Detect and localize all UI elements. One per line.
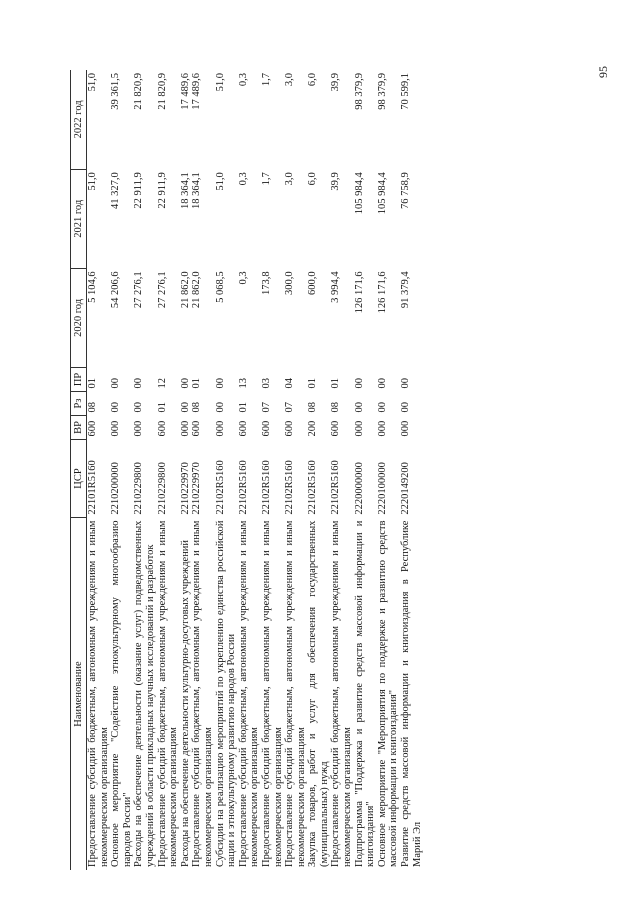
row-csr: 2220100000 xyxy=(376,462,388,515)
row-name: Предоставление субсидий бюджетным, автономным учреждениям и иным некоммерческим организациям xyxy=(237,520,261,867)
row-value-2021: 105 984,4 xyxy=(376,172,388,215)
row-vr: 600 xyxy=(260,420,272,437)
row-name: Субсидии на реализацию мероприятий по укреплению единства российской нации и этнокультурному развитию народов России xyxy=(214,520,238,867)
row-value-2020: 173,8 xyxy=(260,271,272,295)
row-rz: 00 xyxy=(214,401,226,413)
row-value-2021: 41 327,0 xyxy=(110,172,122,209)
header-2020: 2020 год xyxy=(71,268,87,367)
table-row xyxy=(238,70,261,870)
row-pr: 13 xyxy=(237,377,249,389)
row-value-2020: 54 206,6 xyxy=(110,271,122,309)
row-pr: 00 xyxy=(179,377,191,389)
table-row xyxy=(110,70,133,870)
row-value-2022: 70 599,1 xyxy=(400,73,412,110)
table-row xyxy=(215,70,238,870)
row-value-2020: 0,3 xyxy=(237,271,249,285)
row-value-2021: 105 984,4 xyxy=(353,172,365,215)
row-csr: 2220000000 xyxy=(353,462,365,515)
table-row xyxy=(330,70,353,870)
row-value-2022: 39,9 xyxy=(330,73,342,92)
row-csr: 2210229970 xyxy=(191,462,203,515)
row-csr: 22102R5160 xyxy=(214,460,226,515)
row-value-2020: 3 994,4 xyxy=(330,271,342,303)
table-row xyxy=(180,70,192,870)
row-name: Расходы на обеспечение деятельности культурно-досуговых учреждений xyxy=(179,539,191,867)
row-value-2020: 600,0 xyxy=(307,271,319,295)
table-body xyxy=(87,70,424,870)
table-row xyxy=(307,70,330,870)
row-csr: 2210229800 xyxy=(156,462,168,515)
row-csr: 22102R5160 xyxy=(284,460,296,515)
row-name: Предоставление субсидий бюджетным, автономным учреждениям и иным некоммерческим организациям xyxy=(191,520,214,867)
row-csr: 22102R5160 xyxy=(330,460,342,515)
row-csr: 2210229970 xyxy=(179,462,191,515)
row-vr: 000 xyxy=(353,420,365,437)
header-2021: 2021 год xyxy=(71,169,87,268)
row-name: Предоставление субсидий бюджетным, автономным учреждениям и иным некоммерческим организациям xyxy=(87,520,110,867)
row-rz: 00 xyxy=(133,401,145,413)
row-value-2021: 0,3 xyxy=(237,172,249,186)
row-pr: 12 xyxy=(156,377,168,389)
row-value-2020: 5 068,5 xyxy=(214,271,226,303)
row-value-2020: 21 862,0 xyxy=(179,271,191,309)
row-csr: 22102R5160 xyxy=(307,460,319,515)
row-name: Закупка товаров, работ и услуг для обеспечения государственных (муниципальных) нужд xyxy=(307,520,330,867)
row-value-2021: 22 911,9 xyxy=(133,172,145,209)
row-rz: 08 xyxy=(191,401,203,413)
row-rz: 07 xyxy=(284,401,296,413)
table-row xyxy=(87,70,111,870)
row-value-2021: 18 364,1 xyxy=(191,172,203,209)
row-rz: 00 xyxy=(353,401,365,413)
row-vr: 600 xyxy=(156,420,168,437)
row-rz: 08 xyxy=(87,401,98,413)
row-value-2021: 6,0 xyxy=(307,172,319,186)
row-value-2021: 76 758,9 xyxy=(400,172,412,209)
row-csr: 2220149200 xyxy=(400,462,412,515)
header-2022: 2022 год xyxy=(71,70,87,169)
header-rz: Рз xyxy=(71,391,87,415)
row-value-2021: 1,7 xyxy=(260,172,272,186)
row-name: Развитие средств массовой информации и книгоиздания в Республике Марий Эл xyxy=(400,520,423,867)
row-value-2020: 91 379,4 xyxy=(400,271,412,309)
row-value-2020: 27 276,1 xyxy=(133,271,145,309)
row-value-2021: 3,0 xyxy=(284,172,296,186)
row-rz: 00 xyxy=(400,401,412,413)
row-rz: 01 xyxy=(237,401,249,413)
row-vr: 000 xyxy=(133,420,145,437)
row-pr: 00 xyxy=(353,377,365,389)
row-rz: 08 xyxy=(330,401,342,413)
row-value-2020: 27 276,1 xyxy=(156,271,168,309)
row-value-2022: 21 820,9 xyxy=(156,73,168,110)
table-row xyxy=(400,70,423,870)
row-pr: 00 xyxy=(376,377,388,389)
row-csr: 22101R5160 xyxy=(87,460,98,515)
row-value-2020: 5 104,6 xyxy=(87,271,98,303)
table-header xyxy=(71,70,87,870)
row-pr: 01 xyxy=(307,377,319,389)
row-pr: 00 xyxy=(133,377,145,389)
budget-table xyxy=(70,70,423,870)
row-vr: 000 xyxy=(110,420,122,437)
row-pr: 01 xyxy=(191,377,203,389)
row-name: Предоставление субсидий бюджетным, автономным учреждениям и иным некоммерческим организациям xyxy=(284,520,307,867)
row-value-2022: 98 379,9 xyxy=(353,73,365,110)
table-row xyxy=(133,70,156,870)
row-value-2022: 98 379,9 xyxy=(376,73,388,110)
row-rz: 01 xyxy=(156,401,168,413)
row-pr: 03 xyxy=(260,377,272,389)
row-rz: 07 xyxy=(260,401,272,413)
row-value-2020: 21 862,0 xyxy=(191,271,203,309)
row-csr: 22102R5160 xyxy=(260,460,272,515)
row-vr: 600 xyxy=(87,420,98,437)
page-number: 95 xyxy=(596,66,610,78)
row-vr: 600 xyxy=(284,420,296,437)
row-name: Подпрограмма "Поддержка и развитие средств массовой информации и книгоиздания" xyxy=(353,520,377,867)
row-vr: 000 xyxy=(214,420,226,437)
row-value-2022: 51,0 xyxy=(87,73,98,92)
row-pr: 01 xyxy=(330,377,342,389)
row-value-2022: 0,3 xyxy=(237,73,249,87)
table-row xyxy=(354,70,377,870)
row-vr: 600 xyxy=(330,420,342,437)
row-vr: 600 xyxy=(191,420,203,437)
row-value-2020: 126 171,6 xyxy=(353,271,365,314)
row-name: Расходы на обеспечение деятельности (оказание услуг) подведомственных учреждений в области прикладных научных исследований и разработок xyxy=(133,520,156,867)
row-value-2022: 3,0 xyxy=(284,73,296,87)
row-value-2022: 1,7 xyxy=(260,73,272,87)
row-pr: 00 xyxy=(400,377,412,389)
row-rz: 00 xyxy=(110,401,122,413)
row-rz: 00 xyxy=(179,401,191,413)
row-rz: 00 xyxy=(376,401,388,413)
row-pr: 04 xyxy=(284,377,296,389)
row-pr: 00 xyxy=(214,377,226,389)
row-pr: 00 xyxy=(110,377,122,389)
row-value-2020: 300,0 xyxy=(284,271,296,295)
row-name: Основное мероприятие "Содействие этнокультурному многообразию народов России" xyxy=(110,520,133,867)
row-name: Предоставление субсидий бюджетным, автономным учреждениям и иным некоммерческим организациям xyxy=(156,520,180,867)
row-value-2022: 6,0 xyxy=(307,73,319,87)
header-csr: ЦСР xyxy=(71,439,87,517)
row-name: Предоставление субсидий бюджетным, автономным учреждениям и иным некоммерческим организациям xyxy=(260,520,284,867)
row-csr: 22102R5160 xyxy=(237,460,249,515)
header-row xyxy=(71,70,87,870)
row-vr: 000 xyxy=(376,420,388,437)
rotated-page-content xyxy=(70,70,555,870)
row-value-2021: 39,9 xyxy=(330,172,342,191)
row-name: Основное мероприятие "Мероприятия по поддержке и развитию средств массовой информации и книгоиздания" xyxy=(376,520,400,867)
row-vr: 600 xyxy=(237,420,249,437)
row-value-2022: 51,0 xyxy=(214,73,226,92)
row-pr: 01 xyxy=(87,377,98,389)
row-value-2021: 51,0 xyxy=(87,172,98,191)
table-row xyxy=(157,70,180,870)
row-value-2021: 51,0 xyxy=(214,172,226,191)
row-value-2020: 126 171,6 xyxy=(376,271,388,314)
header-name: Наименование xyxy=(71,518,87,870)
row-value-2021: 22 911,9 xyxy=(156,172,168,209)
row-value-2021: 18 364,1 xyxy=(179,172,191,209)
row-csr: 2210200000 xyxy=(110,462,122,515)
row-vr: 200 xyxy=(307,420,319,437)
row-vr: 000 xyxy=(400,420,412,437)
table-row xyxy=(261,70,284,870)
row-value-2022: 39 361,5 xyxy=(110,73,122,110)
row-vr: 000 xyxy=(179,420,191,437)
row-rz: 08 xyxy=(307,401,319,413)
table-row xyxy=(377,70,400,870)
row-name: Предоставление субсидий бюджетным, автономным учреждениям и иным некоммерческим организациям xyxy=(330,520,354,867)
header-vr: ВР xyxy=(71,415,87,439)
row-value-2022: 17 489,6 xyxy=(179,73,191,110)
header-pr: ПР xyxy=(71,367,87,391)
row-value-2022: 21 820,9 xyxy=(133,73,145,110)
table-row xyxy=(191,70,214,870)
table-row xyxy=(284,70,307,870)
row-value-2022: 17 489,6 xyxy=(191,73,203,110)
row-csr: 2210229800 xyxy=(133,462,145,515)
